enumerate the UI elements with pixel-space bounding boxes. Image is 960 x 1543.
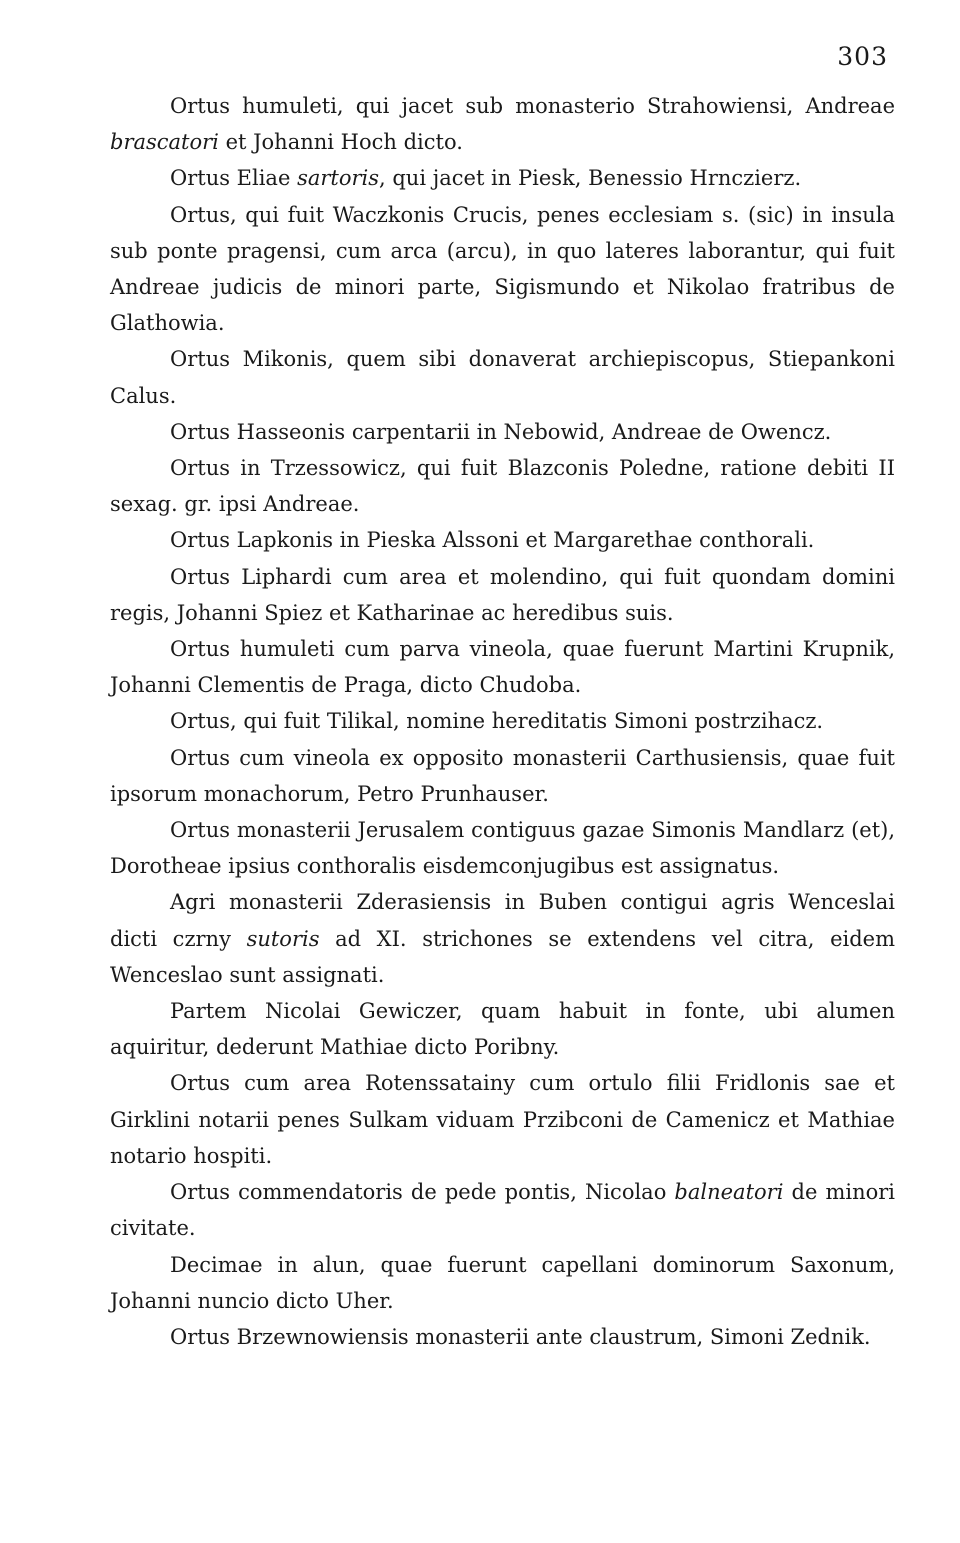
paragraph-10: Ortus, qui fuit Tilikal, nomine hereditatis Simoni postrzihacz. [170,709,824,734]
paragraph-6: Ortus in Trzessowicz, qui fuit Blazconis Poledne, ratione debiti II sexag. gr. ipsi Andreae. [110,456,895,517]
paragraph-17: Decimae in alun, quae fuerunt capellani dominorum Saxonum, Johanni nuncio dicto Uher. [110,1252,895,1313]
page-number: 303 [837,42,888,71]
paragraph-5: Ortus Hasseonis carpentarii in Nebowid, Andreae de Owencz. [170,419,832,444]
paragraph-9: Ortus humuleti cum parva vineola, quae fuerunt Martini Krupnik, Johanni Clementis de Praga, dicto Chudoba. [110,637,895,698]
paragraph-15: Ortus cum area Rotenssatainy cum ortulo filii Fridlonis sae et Girklini notarii penes Sulkam viduam Przibconi de Camenicz et Mathiae notario hospiti. [110,1071,895,1168]
paragraph-4: Ortus Mikonis, quem sibi donaverat archiepiscopus, Stiepankoni Calus. [110,347,895,408]
paragraph-1: Ortus humuleti, qui jacet sub monasterio Strahowiensi, Andreae brascatori et Johanni Hoch dicto. [110,94,895,155]
paragraph-8: Ortus Liphardi cum area et molendino, qui fuit quondam domini regis, Johanni Spiez et Katharinae ac heredibus suis. [110,564,895,625]
paragraph-11: Ortus cum vineola ex opposito monasterii Carthusiensis, quae fuit ipsorum monachorum, Petro Prunhauser. [110,745,895,806]
paragraph-3: Ortus, qui fuit Waczkonis Crucis, penes ecclesiam s. (sic) in insula sub ponte pragensi, cum arca (arcu), in quo lateres laborantur, qui fuit Andreae judicis de minori parte, Sigismundo et Nikolao fratribus de Glathowia. [110,202,895,336]
paragraph-7: Ortus Lapkonis in Pieska Alssoni et Margarethae conthorali. [170,528,815,553]
paragraph-2: Ortus Eliae sartoris, qui jacet in Piesk, Benessio Hrnczierz. [170,166,802,191]
text-block [110,88,895,1355]
paragraph-14: Partem Nicolai Gewiczer, quam habuit in fonte, ubi alumen aquiritur, dederunt Mathiae dicto Poribny. [110,999,895,1060]
paragraph-13: Agri monasterii Zderasiensis in Buben contigui agris Wenceslai dicti czrny sutoris ad XI. strichones se extendens vel citra, eidem Wenceslao sunt assignati. [110,890,896,987]
paragraph-18: Ortus Brzewnowiensis monasterii ante claustrum, Simoni Zednik. [170,1324,871,1349]
paragraph-12: Ortus monasterii Jerusalem contiguus gazae Simonis Mandlarz (et), Dorotheae ipsius conthoralis eisdemconjugibus est assignatus. [110,818,895,879]
paragraph-16: Ortus commendatoris de pede pontis, Nicolao balneatori de minori civitate. [110,1180,895,1241]
